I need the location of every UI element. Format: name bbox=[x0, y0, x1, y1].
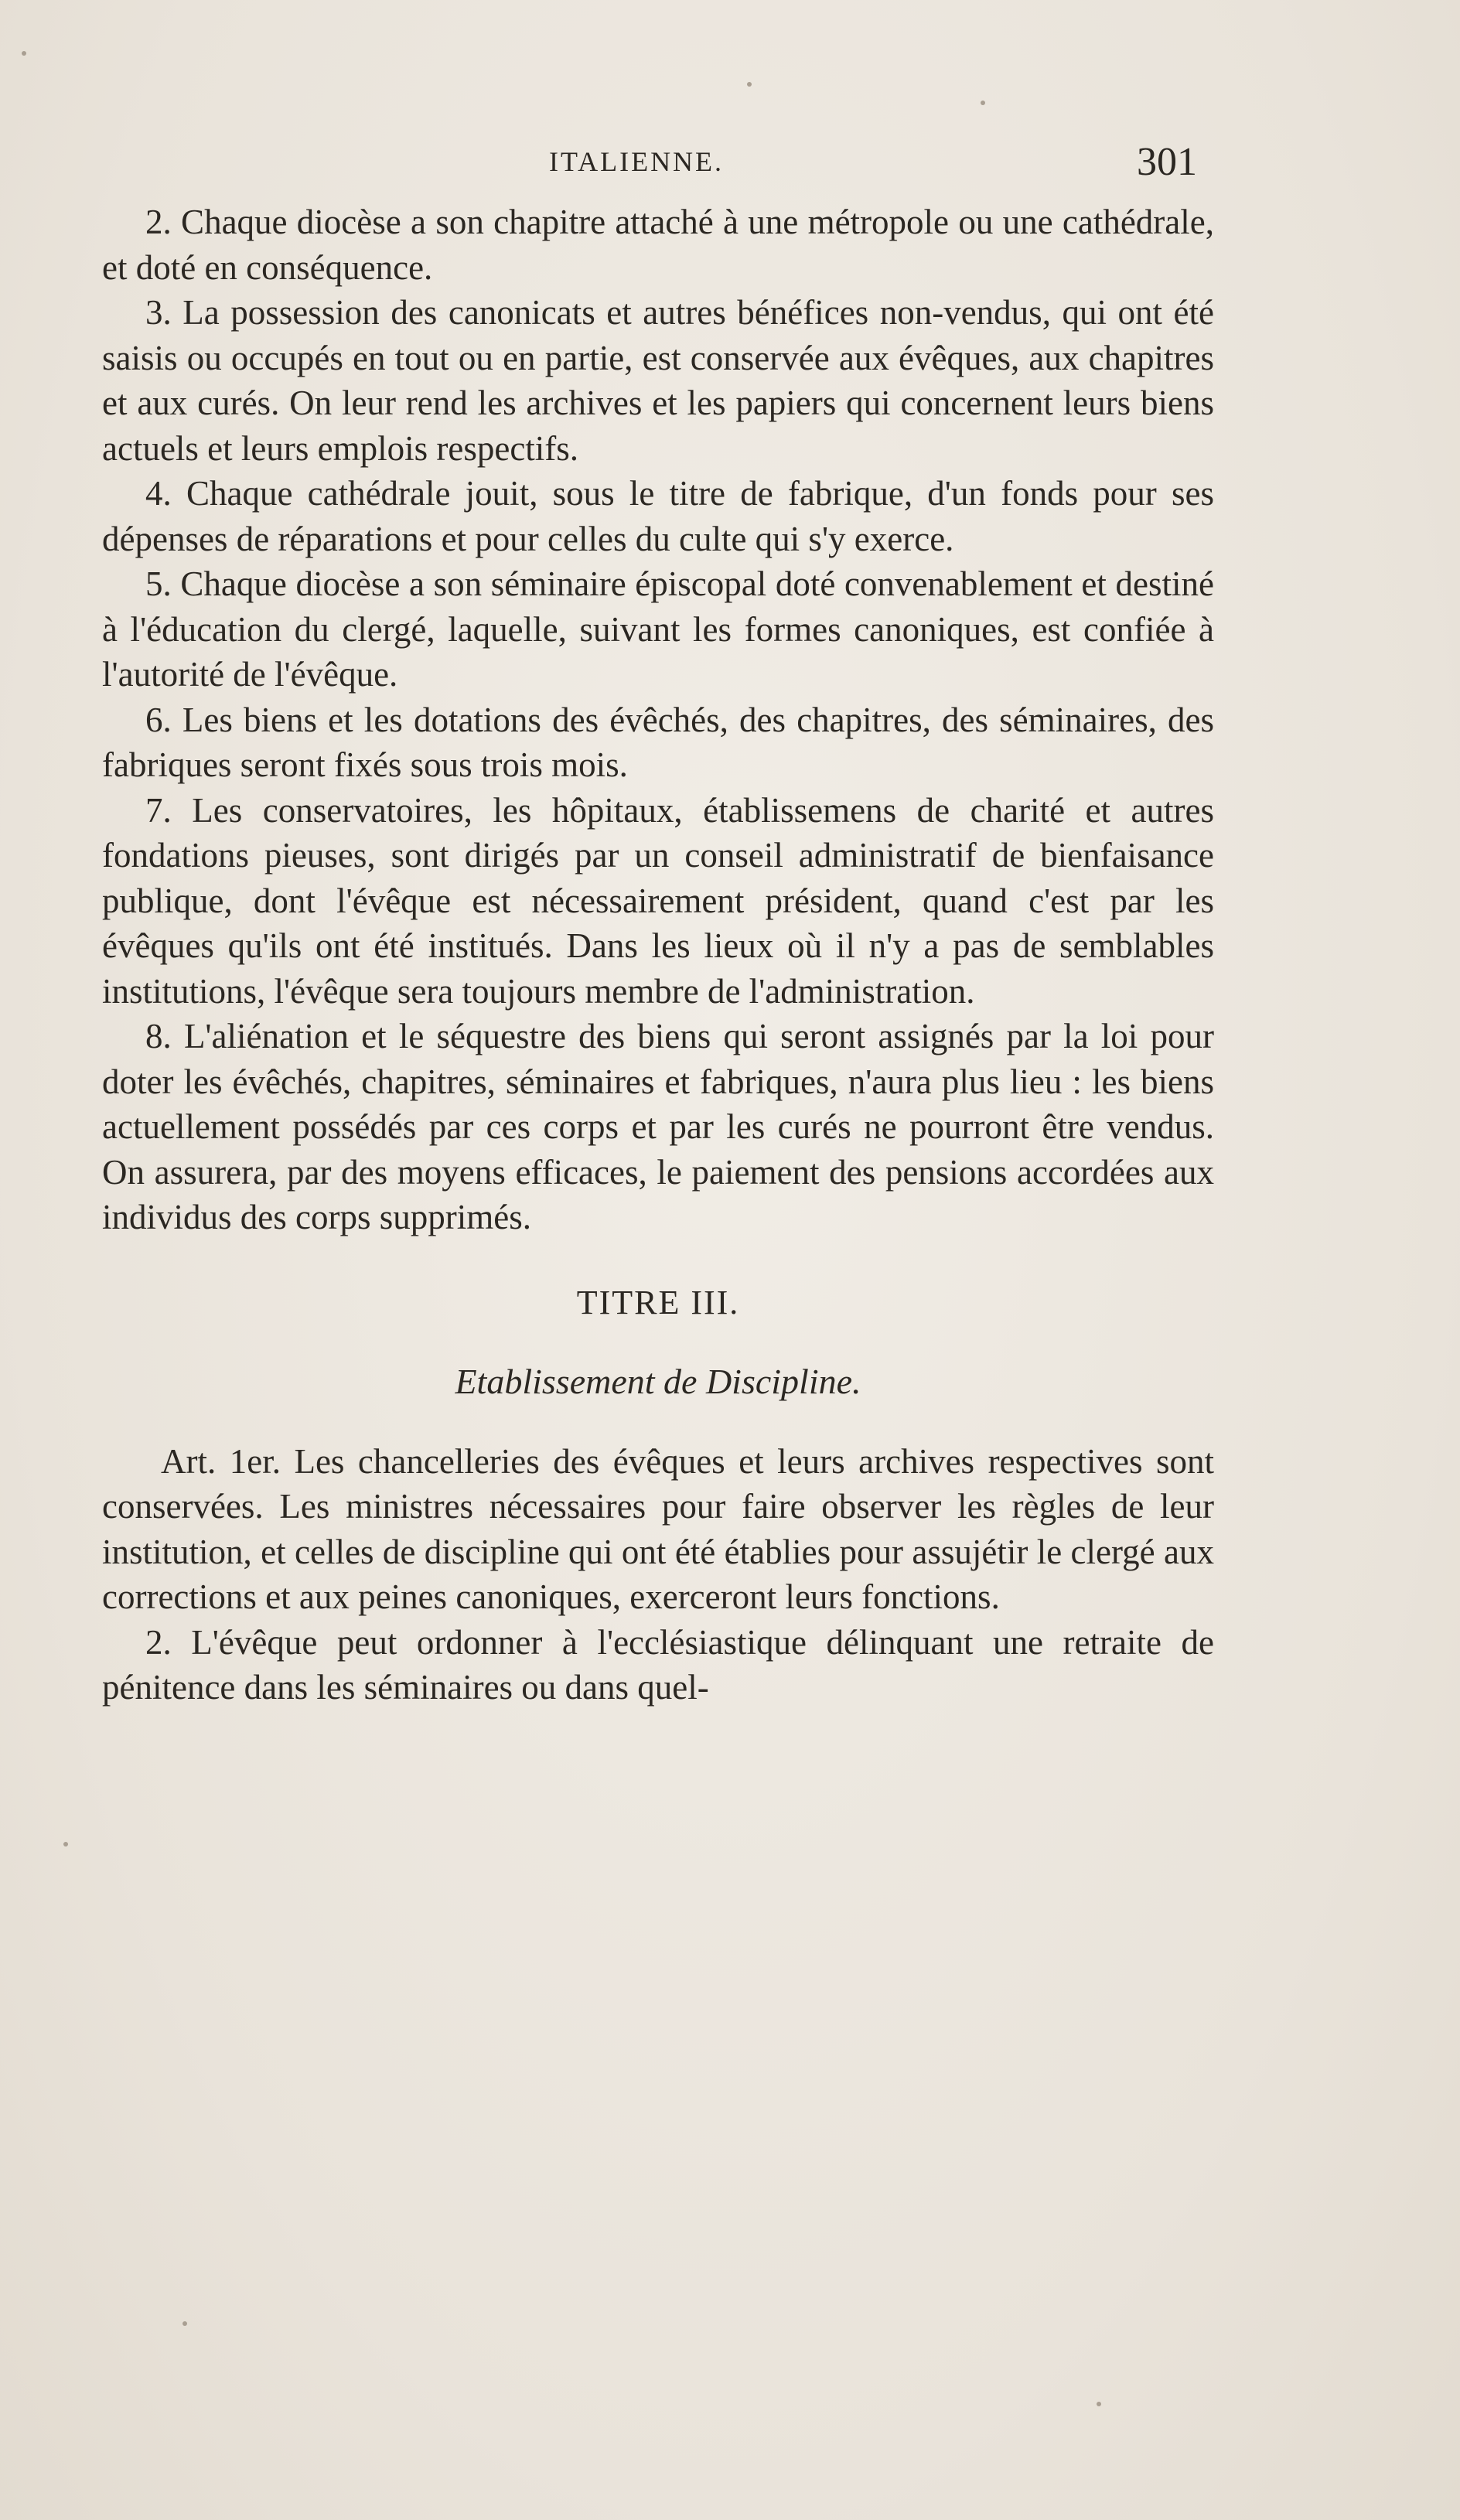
foxing-spot bbox=[63, 1842, 68, 1847]
page-header bbox=[0, 140, 1460, 192]
foxing-spot bbox=[22, 51, 26, 56]
paragraph: 8. L'aliénation et le séquestre des biens qui seront assignés par la loi pour doter les évêchés, chapitres, séminaires et fabriques, n'aura plus lieu : les biens actuellement possédés par ces corps et par les curés ne pourront être vendus. On assurera, par des moyens efficaces, le paiement des pensions accordées aux individus des corps supprimés. bbox=[102, 1017, 1214, 1236]
running-head: ITALIENNE. bbox=[549, 146, 725, 177]
paragraph: 4. Chaque cathédrale jouit, sous le titre de fabrique, d'un fonds pour ses dépenses de réparations et pour celles du culte qui s'y exerce. bbox=[102, 474, 1214, 558]
paragraph: 3. La possession des canonicats et autres bénéfices non-vendus, qui ont été saisis ou occupés en tout ou en partie, est conservée aux évêques, aux chapitres et aux curés. On leur rend les archives et les papiers qui concernent leurs biens actuels et leurs emplois respectifs. bbox=[102, 293, 1214, 468]
foxing-spot bbox=[1097, 2402, 1101, 2406]
foxing-spot bbox=[981, 101, 985, 105]
foxing-spot bbox=[747, 82, 752, 87]
article: Art. 1er. Les chancelleries des évêques et leurs archives respectives sont conservées. Les ministres nécessaires pour faire observer les règles de leur institution, et celles de discipline qui ont été établies pour assujétir le clergé aux corrections et aux peines canoniques, exerceront leurs fonctions. bbox=[102, 1441, 1214, 1616]
section-subtitle: Etablissement de Discipline. bbox=[455, 1362, 861, 1401]
page-number: 301 bbox=[1137, 140, 1197, 184]
article: 2. L'évêque peut ordonner à l'ecclésiastique délinquant une retraite de pénitence dans les séminaires ou dans quel- bbox=[102, 1622, 1214, 1707]
foxing-spot bbox=[182, 2321, 187, 2326]
section-title: TITRE III. bbox=[576, 1283, 740, 1321]
paragraph: 7. Les conservatoires, les hôpitaux, établissemens de charité et autres fondations pieuses, sont dirigés par un conseil administratif de bienfaisance publique, dont l'évêque est nécessairement président, quand c'est par les évêques qu'ils ont été institués. Dans les lieux où il n'y a pas de semblables institutions, l'évêque sera toujours membre de l'administration. bbox=[102, 790, 1214, 1011]
paragraph: 2. Chaque diocèse a son chapitre attaché à une métropole ou une cathédrale, et doté en conséquence. bbox=[102, 203, 1214, 287]
page-body bbox=[102, 199, 1214, 1710]
paragraph: 6. Les biens et les dotations des évêchés, des chapitres, des séminaires, des fabriques seront fixés sous trois mois. bbox=[102, 700, 1214, 784]
paragraph: 5. Chaque diocèse a son séminaire épiscopal doté convenablement et destiné à l'éducation du clergé, laquelle, suivant les formes canoniques, est confiée à l'autorité de l'évêque. bbox=[102, 564, 1214, 694]
